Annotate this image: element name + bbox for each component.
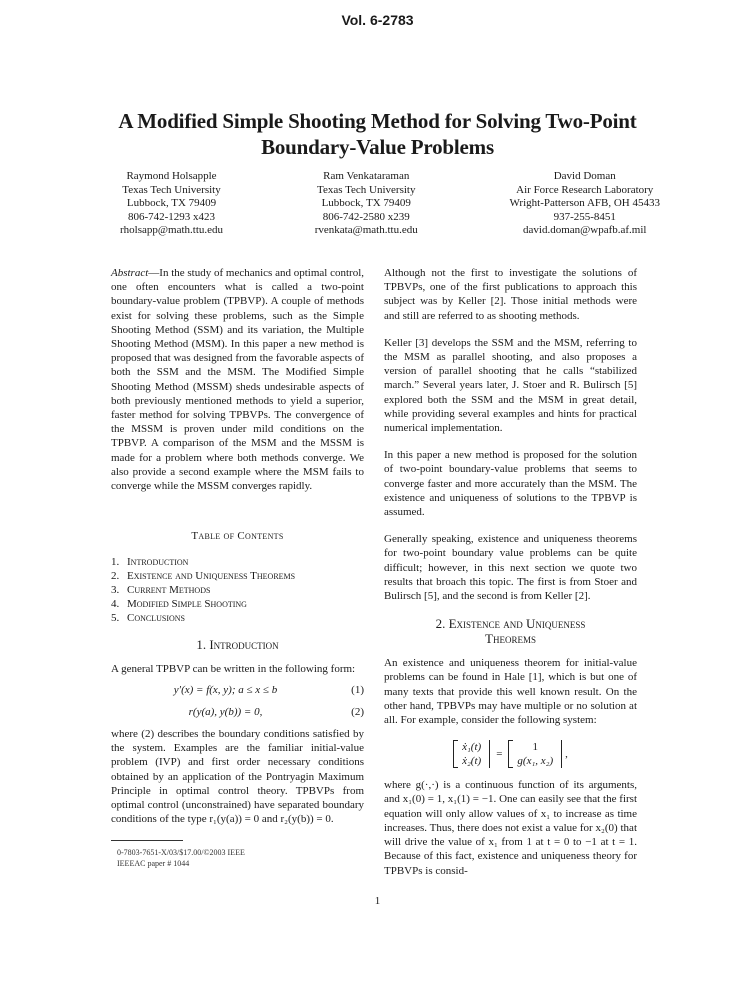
equation-tag: (2) (351, 705, 364, 718)
author-phone: 806-742-2580 x239 (322, 210, 410, 223)
author-3 (509, 170, 660, 238)
paragraph: Keller [3] develops the SSM and the MSM, referring to the MSM as parallel shooting, and also proposes a version of parallel shooting that he calls “stabilized march.” Several years later, J. Stoer and R. Bulirsch [5] explored both the SSM and the MSM in great detail, while providing several examples and hints for practical numerical implementation. (384, 336, 637, 435)
matrix-trailing-punct: , (565, 748, 568, 761)
author-name: David Doman (553, 170, 616, 182)
toc-label: Modified Simple Shooting (127, 598, 247, 611)
toc-number: 5. (111, 612, 120, 625)
section-2-paragraph: An existence and uniqueness theorem for initial-value problems can be found in Hale [1], which is but one of many texts that provide this well known result. On the other hand, TPBVPs may have multiple or no solution at all. For example, consider the following system: (384, 657, 637, 727)
section-2-paragraph: where g(·,·) is a continuous function of its arguments, and x₁(0) = 1, x₁(1) = −1. One can easily see that the first equation will only allow values of x₁ to increase as time increases. Thus, there does not exist a value for x₂(0) that will drive the value of x₁ from 1 at t = 0 to −1 at t = 1. Because of this fact, existence and uniqueness theory for TPBVPs is consid- (384, 779, 637, 877)
paper-title (60, 108, 695, 160)
toc-item (111, 583, 364, 597)
author-phone: 806-742-1293 x423 (127, 210, 216, 223)
toc-item (111, 555, 364, 569)
footnote-copyright: 0-7803-7651-X/03/$17.00/©2003 IEEE (117, 848, 245, 858)
toc-label: Conclusions (127, 612, 186, 625)
matrix-rhs (508, 740, 562, 768)
footnote-rule (111, 840, 183, 841)
footnote (111, 847, 364, 869)
paragraph: Although not the first to investigate the solutions of TPBVPs, one of the first publications to approach this subject was by Keller [2]. Those initial methods were and still are referred to as shooting methods. (384, 267, 637, 322)
author-affiliation: Air Force Research Laboratory (516, 183, 654, 196)
matrix-lhs (453, 740, 490, 768)
equation-1 (111, 683, 364, 697)
toc-item (111, 611, 364, 625)
author-name: Raymond Holsapple (126, 170, 217, 182)
section-2-heading (384, 616, 637, 646)
author-name: Ram Venkataraman (323, 170, 410, 182)
toc-item (111, 597, 364, 611)
toc-number: 2. (111, 570, 120, 583)
author-address: Lubbock, TX 79409 (126, 197, 217, 209)
abstract-label: Abstract (111, 267, 149, 279)
equation-expr: r(y(a), y(b)) = 0, (188, 705, 263, 718)
left-column (111, 266, 364, 869)
abstract (111, 266, 364, 493)
matrix-cell: ẋ₂(t) (462, 755, 482, 768)
author-address: Wright-Patterson AFB, OH 45433 (509, 197, 660, 209)
section-1-intro: A general TPBVP can be written in the following form: (111, 663, 356, 676)
author-2 (315, 170, 418, 238)
toc-label: Existence and Uniqueness Theorems (127, 570, 296, 583)
footnote-paper-id: IEEEAC paper # 1044 (117, 859, 190, 869)
author-affiliation: Texas Tech University (122, 183, 221, 196)
toc-number: 4. (111, 598, 120, 611)
paragraph: Generally speaking, existence and uniqueness theorems for two-point boundary value problems can be quite difficult; however, in this next section we quote two results that broach this topic. The first is from Stoer and Bulirsch [5], and the second is from Keller [2]. (384, 533, 637, 603)
volume-header: Vol. 6-2783 (341, 12, 414, 28)
abstract-text: —In the study of mechanics and optimal control, one often encounters what is called a two-point boundary-value problem (TPBVP). A couple of methods exist for solving these problems, such as the Simple Shooting Method (SSM) and its variation, the Multiple Shooting Method (MSM). In this paper a new method is proposed that was designed from the favorable aspects of both the SSM and the MSM. The Modified Simple Shooting Method (MSSM) sheds undesirable aspects of both previously mentioned methods to yield a superior, faster method for solving TPBVPs. The convergence of the MSSM is proven under mild conditions on the TPBVP. A comparison of the MSM and the MSSM is made for a problem where both methods converge. We also provide a second example where the MSM fails to converge while the MSSM converges rapidly. (111, 267, 364, 493)
author-block (120, 170, 660, 238)
table-of-contents (111, 555, 364, 625)
toc-label: Current Methods (127, 584, 211, 597)
matrix-cell: ẋ₁(t) (462, 741, 482, 754)
toc-label: Introduction (127, 556, 189, 569)
author-email: david.doman@wpafb.af.mil (523, 224, 647, 236)
matrix-cell: 1 (532, 741, 539, 754)
toc-number: 3. (111, 584, 120, 597)
equation-2 (111, 705, 364, 719)
title-line-2: Boundary-Value Problems (261, 135, 494, 159)
section-2-heading-line-1: 2. Existence and Uniqueness (435, 616, 586, 632)
toc-item (111, 569, 364, 583)
author-affiliation: Texas Tech University (317, 183, 416, 196)
author-address: Lubbock, TX 79409 (321, 197, 411, 209)
page-number: 1 (374, 895, 381, 907)
author-email: rholsapp@math.ttu.edu (120, 224, 224, 236)
section-1-paragraph: where (2) describes the boundary conditions satisfied by the system. Examples are the familiar initial-value problem (IVP) and first order necessary conditions obtained by an application of the Pontryagin Maximum Principle in optimal control theory. TPBVPs from optimal control (unconstrained) have separated boundary conditions of the type r₁(y(a)) = 0 and r₂(y(b)) = 0. (111, 728, 364, 826)
section-2-heading-line-2: Theorems (485, 631, 536, 647)
equation-expr: y′(x) = f(x, y); a ≤ x ≤ b (173, 683, 278, 696)
toc-title: Table of Contents (191, 530, 284, 543)
matrix-cell: g(x₁, x₂) (517, 755, 554, 768)
equation-tag: (1) (351, 683, 364, 696)
title-line-1: A Modified Simple Shooting Method for Solving Two-Point (118, 109, 637, 133)
author-phone: 937-255-8451 (553, 210, 616, 223)
matrix-equation (384, 740, 637, 768)
toc-number: 1. (111, 556, 120, 569)
author-email: rvenkata@math.ttu.edu (314, 224, 418, 236)
paragraph: In this paper a new method is proposed for the solution of two-point boundary-value problems that seems to converge faster and more accurately than the MSM. The existence and uniqueness of solutions to the TPBVP is assumed. (384, 449, 637, 519)
equals-sign: = (496, 748, 503, 761)
right-column (384, 266, 637, 891)
section-1-heading: 1. Introduction (196, 637, 279, 653)
author-1 (120, 170, 223, 238)
